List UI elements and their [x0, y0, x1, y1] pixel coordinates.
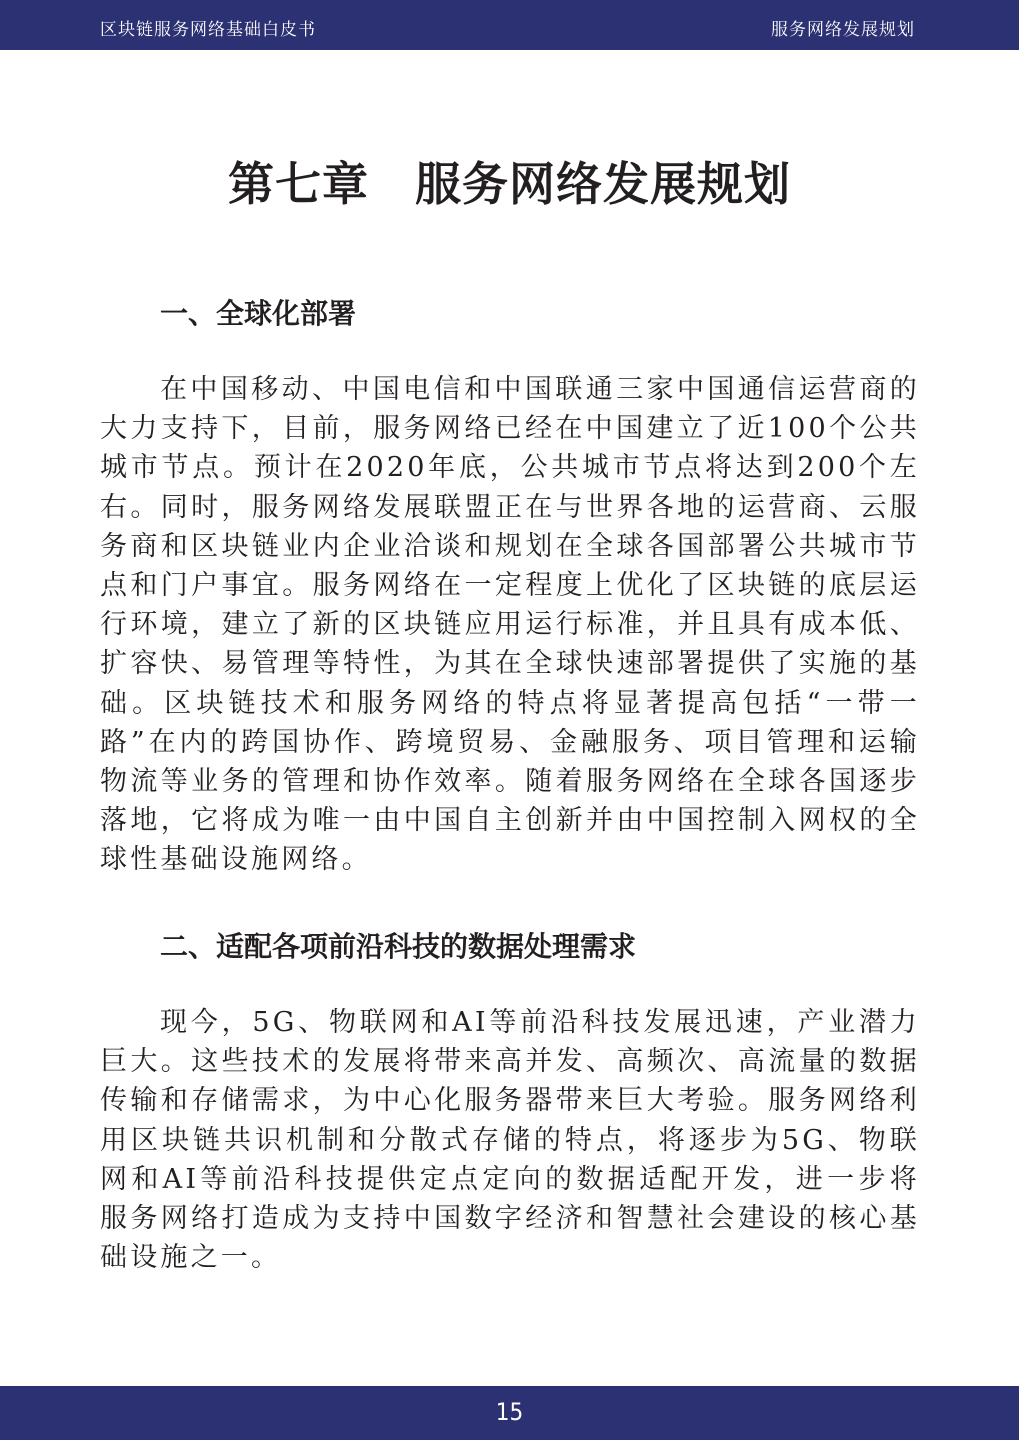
footer-band — [0, 1386, 1019, 1440]
section-heading-2: 二、适配各项前沿科技的数据处理需求 — [160, 930, 637, 963]
section-paragraph-1: 在中国移动、中国电信和中国联通三家中国通信运营商的大力支持下，目前，服务网络已经在中国建立了近100个公共城市节点。预计在2020年底，公共城市节点将达到200个左右。同时，服务网络发展联盟正在与世界各地的运营商、云服务商和区块链业内企业洽谈和规划在全球各国部署公共城市节点和门户事宜。服务网络在一定程度上优化了区块链的底层运行环境，建立了新的区块链应用运行标准，并且具有成本低、扩容快、易管理等特性，为其在全球快速部署提供了实施的基础。区块链技术和服务网络的特点将显著提高包括“一带一路”在内的跨国协作、跨境贸易、金融服务、项目管理和运输物流等业务的管理和协作效率。随着服务网络在全球各国逐步落地，它将成为唯一由中国自主创新并由中国控制入网权的全球性基础设施网络。 — [100, 374, 920, 876]
header-band — [0, 0, 1019, 50]
page-number: 15 — [495, 1398, 524, 1426]
section-heading-1: 一、全球化部署 — [160, 297, 357, 330]
chapter-name: 服务网络发展规划 — [415, 157, 791, 211]
section-paragraph-2: 现今，5G、物联网和AI等前沿科技发展迅速，产业潜力巨大。这些技术的发展将带来高并发、高频次、高流量的数据传输和存储需求，为中心化服务器带来巨大考验。服务网络利用区块链共识机制和分散式存储的特点，将逐步为5G、物联网和AI等前沿科技提供定点定向的数据适配开发，进一步将服务网络打造成为支持中国数字经济和智慧社会建设的核心基础设施之一。 — [100, 1007, 920, 1274]
chapter-number: 第七章 — [228, 157, 369, 211]
chapter-running-title: 服务网络发展规划 — [771, 20, 915, 40]
chapter-title — [0, 148, 1019, 214]
document-title: 区块链服务网络基础白皮书 — [100, 20, 316, 40]
